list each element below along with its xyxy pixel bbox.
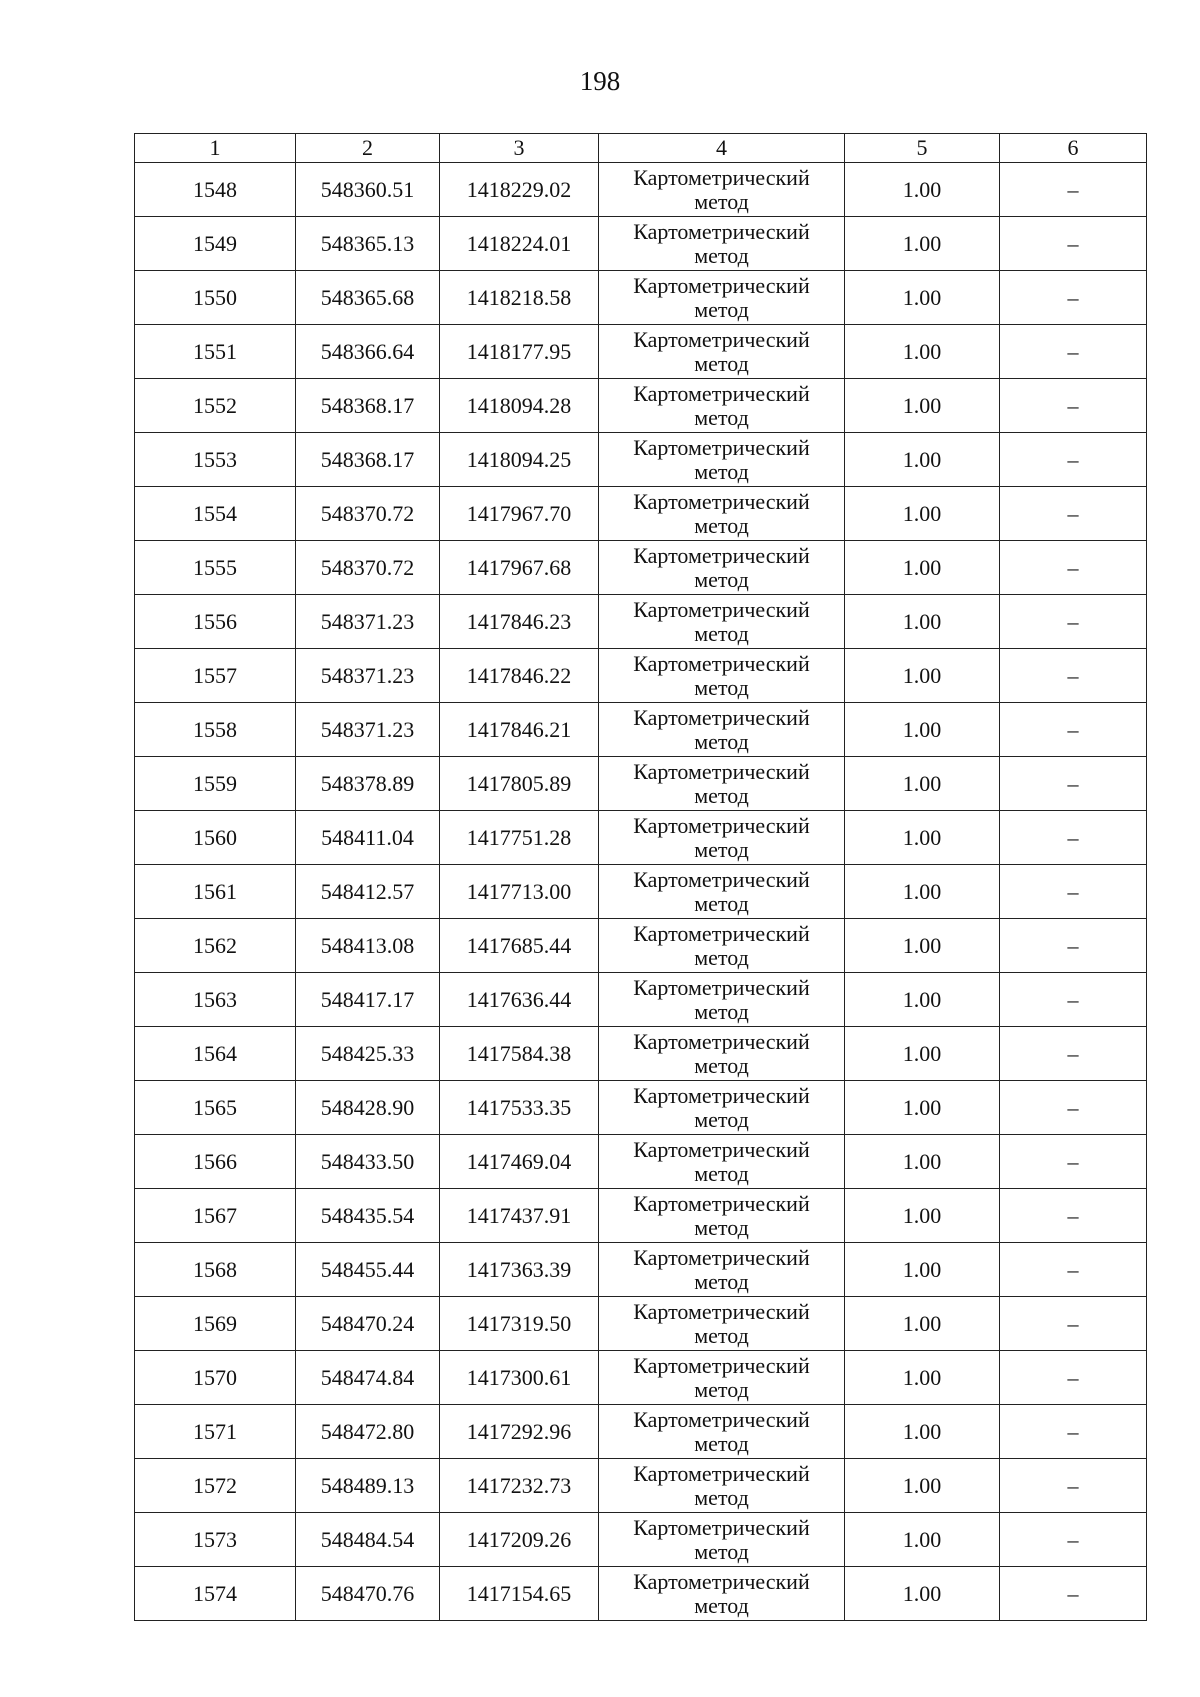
- y-coordinate-cell: 1417967.70: [440, 487, 599, 541]
- x-coordinate-cell: 548365.68: [296, 271, 440, 325]
- method-cell: [599, 703, 845, 757]
- note-cell: –: [1000, 1135, 1147, 1189]
- note-cell: –: [1000, 433, 1147, 487]
- x-coordinate-cell: 548470.24: [296, 1297, 440, 1351]
- point-number-cell: 1555: [135, 541, 296, 595]
- method-text-line-1: Картометрический: [633, 758, 810, 784]
- x-coordinate-cell: 548417.17: [296, 973, 440, 1027]
- table-row: [135, 1243, 1147, 1297]
- accuracy-cell: 1.00: [845, 595, 1000, 649]
- table-row: [135, 865, 1147, 919]
- method-cell: [599, 1405, 845, 1459]
- y-coordinate-cell: 1417300.61: [440, 1351, 599, 1405]
- x-coordinate-cell: 548489.13: [296, 1459, 440, 1513]
- x-coordinate-cell: 548378.89: [296, 757, 440, 811]
- method-text-line-2: метод: [694, 1430, 749, 1456]
- point-number-cell: 1568: [135, 1243, 296, 1297]
- note-cell: –: [1000, 163, 1147, 217]
- method-cell: [599, 1513, 845, 1567]
- method-text-line-1: Картометрический: [633, 812, 810, 838]
- table-row: [135, 1513, 1147, 1567]
- x-coordinate-cell: 548365.13: [296, 217, 440, 271]
- x-coordinate-cell: 548428.90: [296, 1081, 440, 1135]
- accuracy-cell: 1.00: [845, 1567, 1000, 1621]
- method-cell: [599, 487, 845, 541]
- x-coordinate-cell: 548412.57: [296, 865, 440, 919]
- method-text-line-1: Картометрический: [633, 866, 810, 892]
- method-cell: [599, 1189, 845, 1243]
- table-row: [135, 1081, 1147, 1135]
- method-text-line-2: метод: [694, 404, 749, 430]
- method-text-line-1: Картометрический: [633, 1460, 810, 1486]
- point-number-cell: 1548: [135, 163, 296, 217]
- method-cell: [599, 271, 845, 325]
- method-text-line-2: метод: [694, 1160, 749, 1186]
- point-number-cell: 1573: [135, 1513, 296, 1567]
- method-cell: [599, 217, 845, 271]
- point-number-cell: 1552: [135, 379, 296, 433]
- method-cell: [599, 379, 845, 433]
- table-row: [135, 1405, 1147, 1459]
- note-cell: –: [1000, 1189, 1147, 1243]
- point-number-cell: 1560: [135, 811, 296, 865]
- note-cell: –: [1000, 1513, 1147, 1567]
- accuracy-cell: 1.00: [845, 541, 1000, 595]
- x-coordinate-cell: 548366.64: [296, 325, 440, 379]
- method-text-line-1: Картометрический: [633, 218, 810, 244]
- accuracy-cell: 1.00: [845, 1027, 1000, 1081]
- method-cell: [599, 811, 845, 865]
- header-row: [135, 134, 1147, 163]
- method-text-line-1: Картометрический: [633, 1190, 810, 1216]
- method-text-line-2: метод: [694, 620, 749, 646]
- method-text-line-2: метод: [694, 674, 749, 700]
- accuracy-cell: 1.00: [845, 649, 1000, 703]
- method-cell: [599, 325, 845, 379]
- method-cell: [599, 865, 845, 919]
- method-text-line-2: метод: [694, 1322, 749, 1348]
- x-coordinate-cell: 548360.51: [296, 163, 440, 217]
- accuracy-cell: 1.00: [845, 973, 1000, 1027]
- method-text-line-2: метод: [694, 1484, 749, 1510]
- point-number-cell: 1551: [135, 325, 296, 379]
- y-coordinate-cell: 1417533.35: [440, 1081, 599, 1135]
- x-coordinate-cell: 548370.72: [296, 487, 440, 541]
- table-row: [135, 379, 1147, 433]
- note-cell: –: [1000, 217, 1147, 271]
- point-number-cell: 1570: [135, 1351, 296, 1405]
- x-coordinate-cell: 548425.33: [296, 1027, 440, 1081]
- table-header: [135, 134, 1147, 163]
- accuracy-cell: 1.00: [845, 1243, 1000, 1297]
- table-row: [135, 1027, 1147, 1081]
- note-cell: –: [1000, 595, 1147, 649]
- x-coordinate-cell: 548472.80: [296, 1405, 440, 1459]
- note-cell: –: [1000, 865, 1147, 919]
- method-cell: [599, 541, 845, 595]
- column-header-1: 1: [135, 134, 296, 163]
- x-coordinate-cell: 548370.72: [296, 541, 440, 595]
- table-row: [135, 271, 1147, 325]
- point-number-cell: 1564: [135, 1027, 296, 1081]
- accuracy-cell: 1.00: [845, 271, 1000, 325]
- method-text-line-2: метод: [694, 188, 749, 214]
- point-number-cell: 1557: [135, 649, 296, 703]
- column-header-3: 3: [440, 134, 599, 163]
- method-text-line-1: Картометрический: [633, 1406, 810, 1432]
- y-coordinate-cell: 1418177.95: [440, 325, 599, 379]
- method-text-line-2: метод: [694, 566, 749, 592]
- method-text-line-1: Картометрический: [633, 164, 810, 190]
- column-header-6: 6: [1000, 134, 1147, 163]
- method-text-line-1: Картометрический: [633, 380, 810, 406]
- method-text-line-2: метод: [694, 1592, 749, 1618]
- note-cell: –: [1000, 379, 1147, 433]
- note-cell: –: [1000, 1405, 1147, 1459]
- x-coordinate-cell: 548455.44: [296, 1243, 440, 1297]
- table-row: [135, 1567, 1147, 1621]
- method-text-line-2: метод: [694, 296, 749, 322]
- method-text-line-2: метод: [694, 1052, 749, 1078]
- x-coordinate-cell: 548368.17: [296, 433, 440, 487]
- method-text-line-2: метод: [694, 890, 749, 916]
- table-row: [135, 433, 1147, 487]
- x-coordinate-cell: 548371.23: [296, 649, 440, 703]
- y-coordinate-cell: 1418094.25: [440, 433, 599, 487]
- method-text-line-1: Картометрический: [633, 1244, 810, 1270]
- y-coordinate-cell: 1417319.50: [440, 1297, 599, 1351]
- accuracy-cell: 1.00: [845, 703, 1000, 757]
- method-cell: [599, 1297, 845, 1351]
- x-coordinate-cell: 548433.50: [296, 1135, 440, 1189]
- method-cell: [599, 973, 845, 1027]
- method-text-line-2: метод: [694, 1268, 749, 1294]
- y-coordinate-cell: 1417713.00: [440, 865, 599, 919]
- method-cell: [599, 1027, 845, 1081]
- y-coordinate-cell: 1417846.21: [440, 703, 599, 757]
- x-coordinate-cell: 548368.17: [296, 379, 440, 433]
- method-text-line-2: метод: [694, 1106, 749, 1132]
- method-cell: [599, 919, 845, 973]
- accuracy-cell: 1.00: [845, 325, 1000, 379]
- y-coordinate-cell: 1417805.89: [440, 757, 599, 811]
- method-text-line-1: Картометрический: [633, 272, 810, 298]
- method-text-line-2: метод: [694, 1376, 749, 1402]
- accuracy-cell: 1.00: [845, 433, 1000, 487]
- method-text-line-2: метод: [694, 1538, 749, 1564]
- method-text-line-1: Картометрический: [633, 704, 810, 730]
- method-text-line-1: Картометрический: [633, 1028, 810, 1054]
- column-header-2: 2: [296, 134, 440, 163]
- method-text-line-1: Картометрический: [633, 1082, 810, 1108]
- point-number-cell: 1554: [135, 487, 296, 541]
- table-row: [135, 541, 1147, 595]
- note-cell: –: [1000, 811, 1147, 865]
- accuracy-cell: 1.00: [845, 811, 1000, 865]
- method-text-line-2: метод: [694, 782, 749, 808]
- point-number-cell: 1556: [135, 595, 296, 649]
- column-header-4: 4: [599, 134, 845, 163]
- method-text-line-1: Картометрический: [633, 1352, 810, 1378]
- method-cell: [599, 595, 845, 649]
- accuracy-cell: 1.00: [845, 1351, 1000, 1405]
- method-cell: [599, 1459, 845, 1513]
- table-row: [135, 703, 1147, 757]
- x-coordinate-cell: 548371.23: [296, 703, 440, 757]
- table-row: [135, 595, 1147, 649]
- method-text-line-2: метод: [694, 512, 749, 538]
- method-text-line-2: метод: [694, 944, 749, 970]
- point-number-cell: 1549: [135, 217, 296, 271]
- method-text-line-2: метод: [694, 998, 749, 1024]
- method-text-line-1: Картометрический: [633, 542, 810, 568]
- x-coordinate-cell: 548413.08: [296, 919, 440, 973]
- accuracy-cell: 1.00: [845, 379, 1000, 433]
- method-text-line-1: Картометрический: [633, 1568, 810, 1594]
- table-row: [135, 217, 1147, 271]
- point-number-cell: 1561: [135, 865, 296, 919]
- y-coordinate-cell: 1417846.22: [440, 649, 599, 703]
- note-cell: –: [1000, 487, 1147, 541]
- x-coordinate-cell: 548470.76: [296, 1567, 440, 1621]
- note-cell: –: [1000, 271, 1147, 325]
- accuracy-cell: 1.00: [845, 1297, 1000, 1351]
- y-coordinate-cell: 1417584.38: [440, 1027, 599, 1081]
- note-cell: –: [1000, 1459, 1147, 1513]
- accuracy-cell: 1.00: [845, 1081, 1000, 1135]
- method-cell: [599, 433, 845, 487]
- accuracy-cell: 1.00: [845, 217, 1000, 271]
- note-cell: –: [1000, 919, 1147, 973]
- x-coordinate-cell: 548411.04: [296, 811, 440, 865]
- method-text-line-2: метод: [694, 836, 749, 862]
- note-cell: –: [1000, 649, 1147, 703]
- method-text-line-1: Картометрический: [633, 1298, 810, 1324]
- point-number-cell: 1558: [135, 703, 296, 757]
- point-number-cell: 1567: [135, 1189, 296, 1243]
- method-cell: [599, 1351, 845, 1405]
- method-text-line-1: Картометрический: [633, 920, 810, 946]
- method-text-line-1: Картометрический: [633, 434, 810, 460]
- point-number-cell: 1569: [135, 1297, 296, 1351]
- point-number-cell: 1559: [135, 757, 296, 811]
- accuracy-cell: 1.00: [845, 163, 1000, 217]
- method-cell: [599, 1567, 845, 1621]
- method-text-line-1: Картометрический: [633, 596, 810, 622]
- method-cell: [599, 1243, 845, 1297]
- table-row: [135, 811, 1147, 865]
- table-body: [135, 163, 1147, 1621]
- accuracy-cell: 1.00: [845, 865, 1000, 919]
- point-number-cell: 1550: [135, 271, 296, 325]
- note-cell: –: [1000, 1243, 1147, 1297]
- table-row: [135, 649, 1147, 703]
- method-text-line-1: Картометрический: [633, 1136, 810, 1162]
- note-cell: –: [1000, 1081, 1147, 1135]
- y-coordinate-cell: 1417437.91: [440, 1189, 599, 1243]
- y-coordinate-cell: 1417209.26: [440, 1513, 599, 1567]
- table-row: [135, 919, 1147, 973]
- method-cell: [599, 1135, 845, 1189]
- accuracy-cell: 1.00: [845, 1135, 1000, 1189]
- table-row: [135, 1459, 1147, 1513]
- y-coordinate-cell: 1417685.44: [440, 919, 599, 973]
- method-text-line-1: Картометрический: [633, 650, 810, 676]
- point-number-cell: 1571: [135, 1405, 296, 1459]
- table-row: [135, 1351, 1147, 1405]
- x-coordinate-cell: 548484.54: [296, 1513, 440, 1567]
- table-row: [135, 757, 1147, 811]
- y-coordinate-cell: 1417363.39: [440, 1243, 599, 1297]
- point-number-cell: 1553: [135, 433, 296, 487]
- point-number-cell: 1562: [135, 919, 296, 973]
- y-coordinate-cell: 1418229.02: [440, 163, 599, 217]
- y-coordinate-cell: 1417292.96: [440, 1405, 599, 1459]
- note-cell: –: [1000, 973, 1147, 1027]
- y-coordinate-cell: 1418094.28: [440, 379, 599, 433]
- method-cell: [599, 1081, 845, 1135]
- y-coordinate-cell: 1417232.73: [440, 1459, 599, 1513]
- method-cell: [599, 163, 845, 217]
- accuracy-cell: 1.00: [845, 1405, 1000, 1459]
- note-cell: –: [1000, 1027, 1147, 1081]
- y-coordinate-cell: 1417469.04: [440, 1135, 599, 1189]
- note-cell: –: [1000, 1297, 1147, 1351]
- note-cell: –: [1000, 757, 1147, 811]
- note-cell: –: [1000, 325, 1147, 379]
- coordinates-table: [134, 133, 1147, 1621]
- note-cell: –: [1000, 1567, 1147, 1621]
- point-number-cell: 1574: [135, 1567, 296, 1621]
- point-number-cell: 1572: [135, 1459, 296, 1513]
- method-cell: [599, 649, 845, 703]
- y-coordinate-cell: 1417967.68: [440, 541, 599, 595]
- method-text-line-2: метод: [694, 1214, 749, 1240]
- y-coordinate-cell: 1418224.01: [440, 217, 599, 271]
- point-number-cell: 1566: [135, 1135, 296, 1189]
- page-number: 198: [579, 66, 621, 96]
- table-row: [135, 163, 1147, 217]
- method-text-line-1: Картометрический: [633, 1514, 810, 1540]
- method-text-line-1: Картометрический: [633, 326, 810, 352]
- table-row: [135, 973, 1147, 1027]
- accuracy-cell: 1.00: [845, 757, 1000, 811]
- accuracy-cell: 1.00: [845, 487, 1000, 541]
- x-coordinate-cell: 548371.23: [296, 595, 440, 649]
- table-row: [135, 325, 1147, 379]
- method-text-line-2: метод: [694, 242, 749, 268]
- x-coordinate-cell: 548474.84: [296, 1351, 440, 1405]
- table-row: [135, 1135, 1147, 1189]
- accuracy-cell: 1.00: [845, 1513, 1000, 1567]
- method-text-line-1: Картометрический: [633, 488, 810, 514]
- table-row: [135, 487, 1147, 541]
- note-cell: –: [1000, 703, 1147, 757]
- table-row: [135, 1297, 1147, 1351]
- point-number-cell: 1563: [135, 973, 296, 1027]
- y-coordinate-cell: 1417846.23: [440, 595, 599, 649]
- method-text-line-2: метод: [694, 728, 749, 754]
- accuracy-cell: 1.00: [845, 919, 1000, 973]
- note-cell: –: [1000, 541, 1147, 595]
- y-coordinate-cell: 1417636.44: [440, 973, 599, 1027]
- x-coordinate-cell: 548435.54: [296, 1189, 440, 1243]
- method-text-line-2: метод: [694, 458, 749, 484]
- column-header-5: 5: [845, 134, 1000, 163]
- method-cell: [599, 757, 845, 811]
- note-cell: –: [1000, 1351, 1147, 1405]
- accuracy-cell: 1.00: [845, 1459, 1000, 1513]
- table-row: [135, 1189, 1147, 1243]
- y-coordinate-cell: 1417154.65: [440, 1567, 599, 1621]
- y-coordinate-cell: 1417751.28: [440, 811, 599, 865]
- method-text-line-2: метод: [694, 350, 749, 376]
- point-number-cell: 1565: [135, 1081, 296, 1135]
- accuracy-cell: 1.00: [845, 1189, 1000, 1243]
- y-coordinate-cell: 1418218.58: [440, 271, 599, 325]
- method-text-line-1: Картометрический: [633, 974, 810, 1000]
